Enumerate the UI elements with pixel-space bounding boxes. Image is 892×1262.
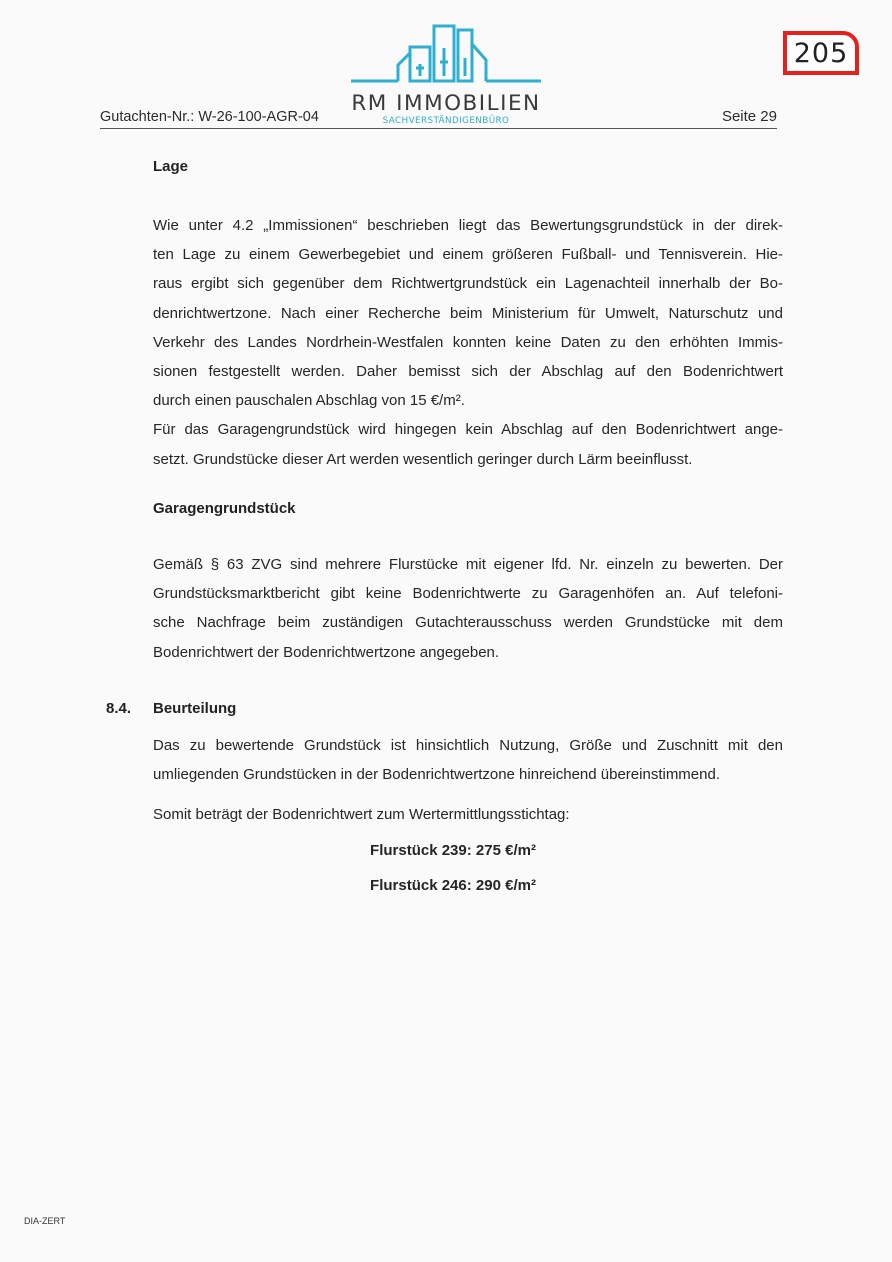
text-line: raus ergibt sich gegenüber dem Richtwertgrundstück ein Lagenachteil innerhalb der Bo- bbox=[153, 275, 783, 293]
page-label: Seite 29 bbox=[721, 108, 777, 125]
text-line: Für das Garagengrundstück wird hingegen kein Abschlag auf den Bodenrichtwert ange- bbox=[153, 421, 783, 439]
text-line: ten Lage zu einem Gewerbegebiet und einem größeren Fußball- und Tennisverein. Hie- bbox=[153, 246, 783, 264]
text-line: Bodenrichtwert der Bodenrichtwertzone angegeben. bbox=[153, 643, 500, 661]
building-skyline-icon bbox=[346, 18, 546, 98]
text-line: Grundstücksmarktbericht gibt keine Bodenrichtwerte zu Garagenhöfen an. Auf telefoni- bbox=[153, 585, 783, 603]
logo-title: RM IMMOBILIEN bbox=[351, 91, 541, 116]
text-line: Somit beträgt der Bodenrichtwert zum Wertermittlungsstichtag: bbox=[153, 806, 570, 823]
page-number-stamp: 205 bbox=[783, 31, 859, 75]
garage-paragraph bbox=[153, 550, 783, 667]
section-number: 8.4. bbox=[106, 700, 132, 717]
result-flurstueck-246: Flurstück 246: 290 €/m² bbox=[370, 877, 536, 894]
report-number: Gutachten-Nr.: W-26-100-AGR-04 bbox=[100, 109, 319, 125]
text-line: sche Nachfrage beim zuständigen Gutachterausschuss werden Grundstücke mit dem bbox=[153, 614, 783, 632]
text-line: durch einen pauschalen Abschlag von 15 €/m². bbox=[153, 392, 465, 410]
header-divider bbox=[100, 128, 777, 129]
text-line: denrichtwertzone. Nach einer Recherche beim Ministerium für Umwelt, Naturschutz und bbox=[153, 304, 783, 322]
lage-paragraph bbox=[153, 211, 783, 474]
company-logo bbox=[346, 18, 546, 130]
text-line: Das zu bewertende Grundstück ist hinsichtlich Nutzung, Größe und Zuschnitt mit den bbox=[153, 737, 783, 754]
text-line: sionen festgestellt werden. Daher bemisst sich der Abschlag auf den Bodenrichtwert bbox=[153, 363, 783, 381]
section-heading-lage: Lage bbox=[153, 158, 189, 175]
result-intro bbox=[153, 800, 783, 829]
beurteilung-paragraph bbox=[153, 731, 783, 789]
text-line: Wie unter 4.2 „Immissionen“ beschrieben liegt das Bewertungsgrundstück in der direk- bbox=[153, 217, 783, 234]
text-line: Verkehr des Landes Nordrhein-Westfalen konnten keine Daten zu den erhöhten Immis- bbox=[153, 333, 783, 351]
section-heading-garage: Garagengrundstück bbox=[153, 500, 296, 517]
result-flurstueck-239: Flurstück 239: 275 €/m² bbox=[370, 842, 536, 859]
logo-subtitle: SACHVERSTÄNDIGENBÜRO bbox=[382, 116, 510, 126]
text-line: setzt. Grundstücke dieser Art werden wesentlich geringer durch Lärm beeinflusst. bbox=[153, 450, 693, 468]
footer-mark: DIA-ZERT bbox=[24, 1216, 66, 1226]
section-heading-beurteilung: Beurteilung bbox=[153, 700, 237, 717]
text-line: Gemäß § 63 ZVG sind mehrere Flurstücke mit eigener lfd. Nr. einzeln zu bewerten. Der bbox=[153, 556, 783, 573]
text-line: umliegenden Grundstücken in der Bodenrichtwertzone hinreichend übereinstimmend. bbox=[153, 766, 720, 784]
